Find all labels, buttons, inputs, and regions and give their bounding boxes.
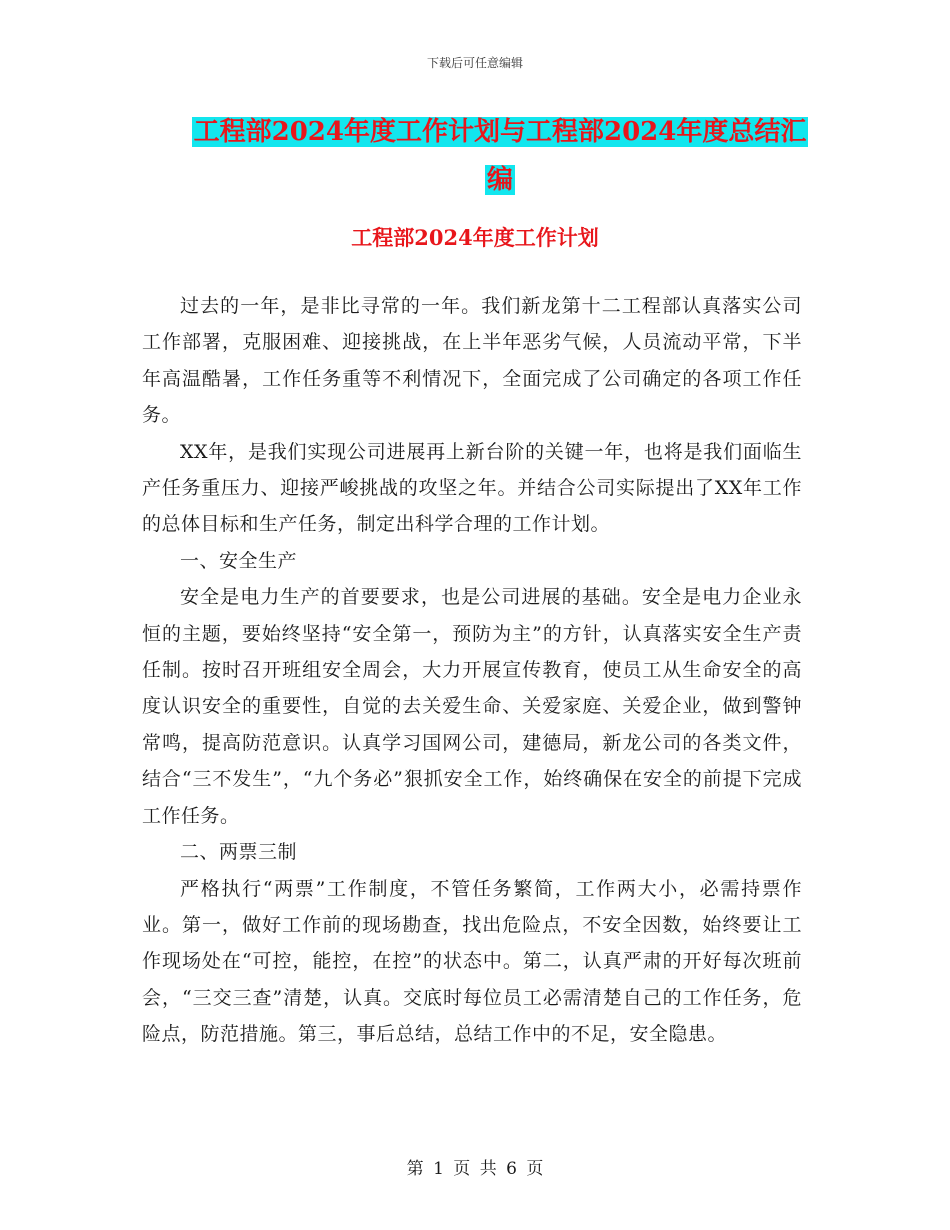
section-title: 工程部2024年度工作计划 xyxy=(351,225,599,250)
paragraph: 安全是电力生产的首要要求，也是公司进展的基础。安全是电力企业永恒的主题，要始终坚持“安全第一，预防为主”的方针，认真落实安全生产责任制。按时召开班组安全周会，大力开展宣传教育，使员工从生命安全的高度认识安全的重要性，自觉的去关爱生命、关爱家庭、关爱企业，做到警钟常鸣，提高防范意识。认真学习国网公司，建德局，新龙公司的各类文件，结合“三不发生”，“九个务必”狠抓安全工作，始终确保在安全的前提下完成工作任务。 xyxy=(142,586,802,827)
header-note: 下载后可任意编辑 xyxy=(426,56,523,70)
subheading: 二、两票三制 xyxy=(180,841,298,864)
document-title-line-2: 编 xyxy=(486,165,513,195)
paragraph: XX年，是我们实现公司进展再上新台阶的关键一年，也将是我们面临生产任务重压力、迎接严峻挑战的攻坚之年。并结合公司实际提出了XX年工作的总体目标和生产任务，制定出科学合理的工作计划。 xyxy=(142,440,802,536)
document-title xyxy=(150,108,850,204)
paragraph: 过去的一年，是非比寻常的一年。我们新龙第十二工程部认真落实公司工作部署，克服困难、迎接挑战，在上半年恶劣气候，人员流动平常，下半年高温酷暑，工作任务重等不利情况下，全面完成了公司确定的各项工作任务。 xyxy=(142,295,802,427)
page-number-footer: 第 1 页 共 6 页 xyxy=(406,1159,544,1179)
subheading: 一、安全生产 xyxy=(180,549,298,572)
paragraph: 严格执行“两票”工作制度，不管任务繁简，工作两大小，必需持票作业。第一，做好工作前的现场勘查，找出危险点，不安全因数，始终要让工作现场处在“可控，能控，在控”的状态中。第二，认真严肃的开好每次班前会，“三交三查”清楚，认真。交底时每位员工必需清楚自己的工作任务，危险点，防范措施。第三，事后总结，总结工作中的不足，安全隐患。 xyxy=(142,877,802,1046)
document-body xyxy=(142,288,802,1053)
document-title-line-1: 工程部2024年度工作计划与工程部2024年度总结汇 xyxy=(193,117,807,147)
